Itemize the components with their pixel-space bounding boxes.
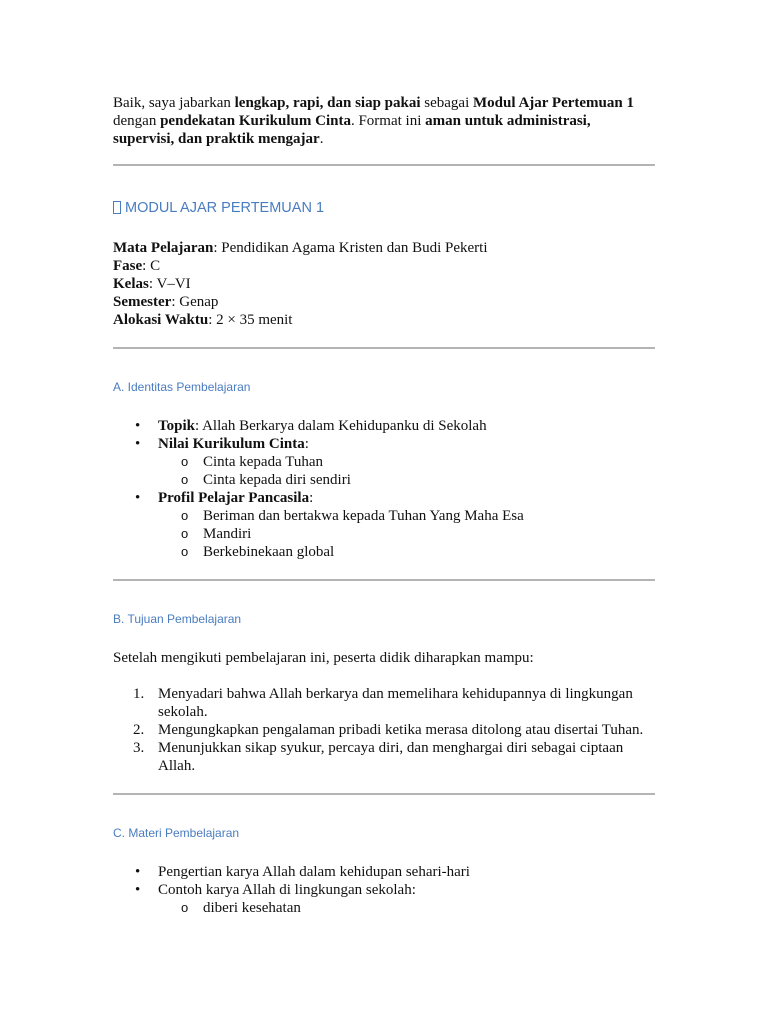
sub-item-text: Cinta kepada Tuhan	[203, 454, 323, 470]
section-b-list	[113, 685, 653, 775]
info-row	[113, 311, 658, 329]
section-b-heading: B. Tujuan Pembelajaran	[113, 612, 242, 626]
sub-bullet-icon: o	[181, 544, 189, 559]
item-value: : Allah Berkarya dalam Kehidupanku di Sekolah	[194, 418, 487, 434]
item-text: Menunjukkan sikap syukur, percaya diri, dan menghargai diri sebagai ciptaan Allah.	[158, 740, 624, 774]
info-value: : Genap	[171, 294, 219, 310]
sub-item-text: diberi kesehatan	[203, 900, 301, 916]
list-item	[113, 863, 658, 881]
sub-item-text: Mandiri	[203, 526, 252, 542]
numbered-item	[113, 685, 653, 721]
info-value: : V–VI	[148, 276, 191, 292]
sub-bullet-icon: o	[181, 900, 189, 915]
info-label: Semester	[113, 294, 172, 310]
item-label: Topik	[158, 418, 195, 434]
intro-bold: pendekatan Kurikulum Cinta	[160, 113, 351, 129]
section-a-heading: A. Identitas Pembelajaran	[113, 380, 251, 394]
section-c-list	[113, 863, 658, 917]
intro-text: dengan	[113, 113, 161, 129]
info-label: Mata Pelajaran	[113, 240, 214, 256]
item-number: 3.	[133, 740, 145, 756]
divider	[113, 347, 655, 349]
bullet-icon: •	[135, 490, 141, 506]
sub-bullet-icon: o	[181, 454, 189, 469]
sub-bullet-icon: o	[181, 526, 189, 541]
info-label: Alokasi Waktu	[113, 312, 209, 328]
intro-text: Baik, saya jabarkan	[113, 95, 235, 111]
intro-bold: aman untuk administrasi, supervisi, dan praktik mengajar	[113, 113, 591, 147]
sub-bullet-icon: o	[181, 508, 189, 523]
list-item	[113, 435, 658, 453]
intro-text: .	[319, 131, 324, 147]
module-title-text: MODUL AJAR PERTEMUAN 1	[125, 200, 325, 216]
info-row	[113, 293, 658, 311]
item-text: Menyadari bahwa Allah berkarya dan memelihara kehidupannya di lingkungan sekolah.	[158, 686, 633, 720]
section-c-heading: C. Materi Pembelajaran	[113, 826, 240, 840]
info-value: : Pendidikan Agama Kristen dan Budi Pekerti	[213, 240, 488, 256]
numbered-item	[113, 721, 653, 739]
item-number: 2.	[133, 722, 145, 738]
bullet-icon: •	[135, 882, 141, 898]
info-value: : 2 × 35 menit	[208, 312, 293, 328]
info-value: : C	[142, 258, 161, 274]
bullet-icon: •	[135, 418, 141, 434]
list-item	[113, 881, 658, 899]
sub-bullet-icon: o	[181, 472, 189, 487]
section-b-lead: Setelah mengikuti pembelajaran ini, peserta didik diharapkan mampu:	[113, 650, 534, 666]
item-label: Profil Pelajar Pancasila	[158, 490, 310, 506]
divider	[113, 579, 655, 581]
missing-glyph-icon	[113, 201, 121, 214]
item-number: 1.	[133, 686, 145, 702]
list-item	[113, 417, 658, 435]
document-content	[113, 94, 658, 917]
item-text: Mengungkapkan pengalaman pribadi ketika merasa ditolong atau disertai Tuhan.	[158, 722, 644, 738]
sub-list-item	[113, 543, 658, 561]
sub-list-item	[113, 453, 658, 471]
sub-list-item	[113, 471, 658, 489]
module-info	[113, 239, 658, 329]
sub-item-text: Beriman dan bertakwa kepada Tuhan Yang Maha Esa	[203, 508, 524, 524]
item-value: :	[309, 490, 314, 506]
bullet-icon: •	[135, 436, 141, 452]
section-a-list	[113, 417, 658, 561]
info-row	[113, 257, 658, 275]
item-label: Nilai Kurikulum Cinta	[158, 436, 305, 452]
item-text: Pengertian karya Allah dalam kehidupan sehari-hari	[158, 864, 470, 880]
item-text: Contoh karya Allah di lingkungan sekolah:	[158, 882, 416, 898]
numbered-item	[113, 739, 653, 775]
sub-item-text: Cinta kepada diri sendiri	[203, 472, 351, 488]
item-value: :	[304, 436, 309, 452]
divider	[113, 164, 655, 166]
info-label: Fase	[113, 258, 143, 274]
sub-item-text: Berkebinekaan global	[203, 544, 335, 560]
intro-text: sebagai	[420, 95, 474, 111]
module-title	[113, 199, 658, 217]
info-label: Kelas	[113, 276, 149, 292]
sub-list-item	[113, 899, 658, 917]
sub-list-item	[113, 507, 658, 525]
intro-bold: Modul Ajar Pertemuan 1	[473, 95, 634, 111]
info-row	[113, 239, 658, 257]
list-item	[113, 489, 658, 507]
bullet-icon: •	[135, 864, 141, 880]
divider	[113, 793, 655, 795]
info-row	[113, 275, 658, 293]
intro-text: . Format ini	[350, 113, 426, 129]
intro-bold: lengkap, rapi, dan siap pakai	[234, 95, 421, 111]
intro-paragraph	[113, 94, 643, 148]
sub-list-item	[113, 525, 658, 543]
